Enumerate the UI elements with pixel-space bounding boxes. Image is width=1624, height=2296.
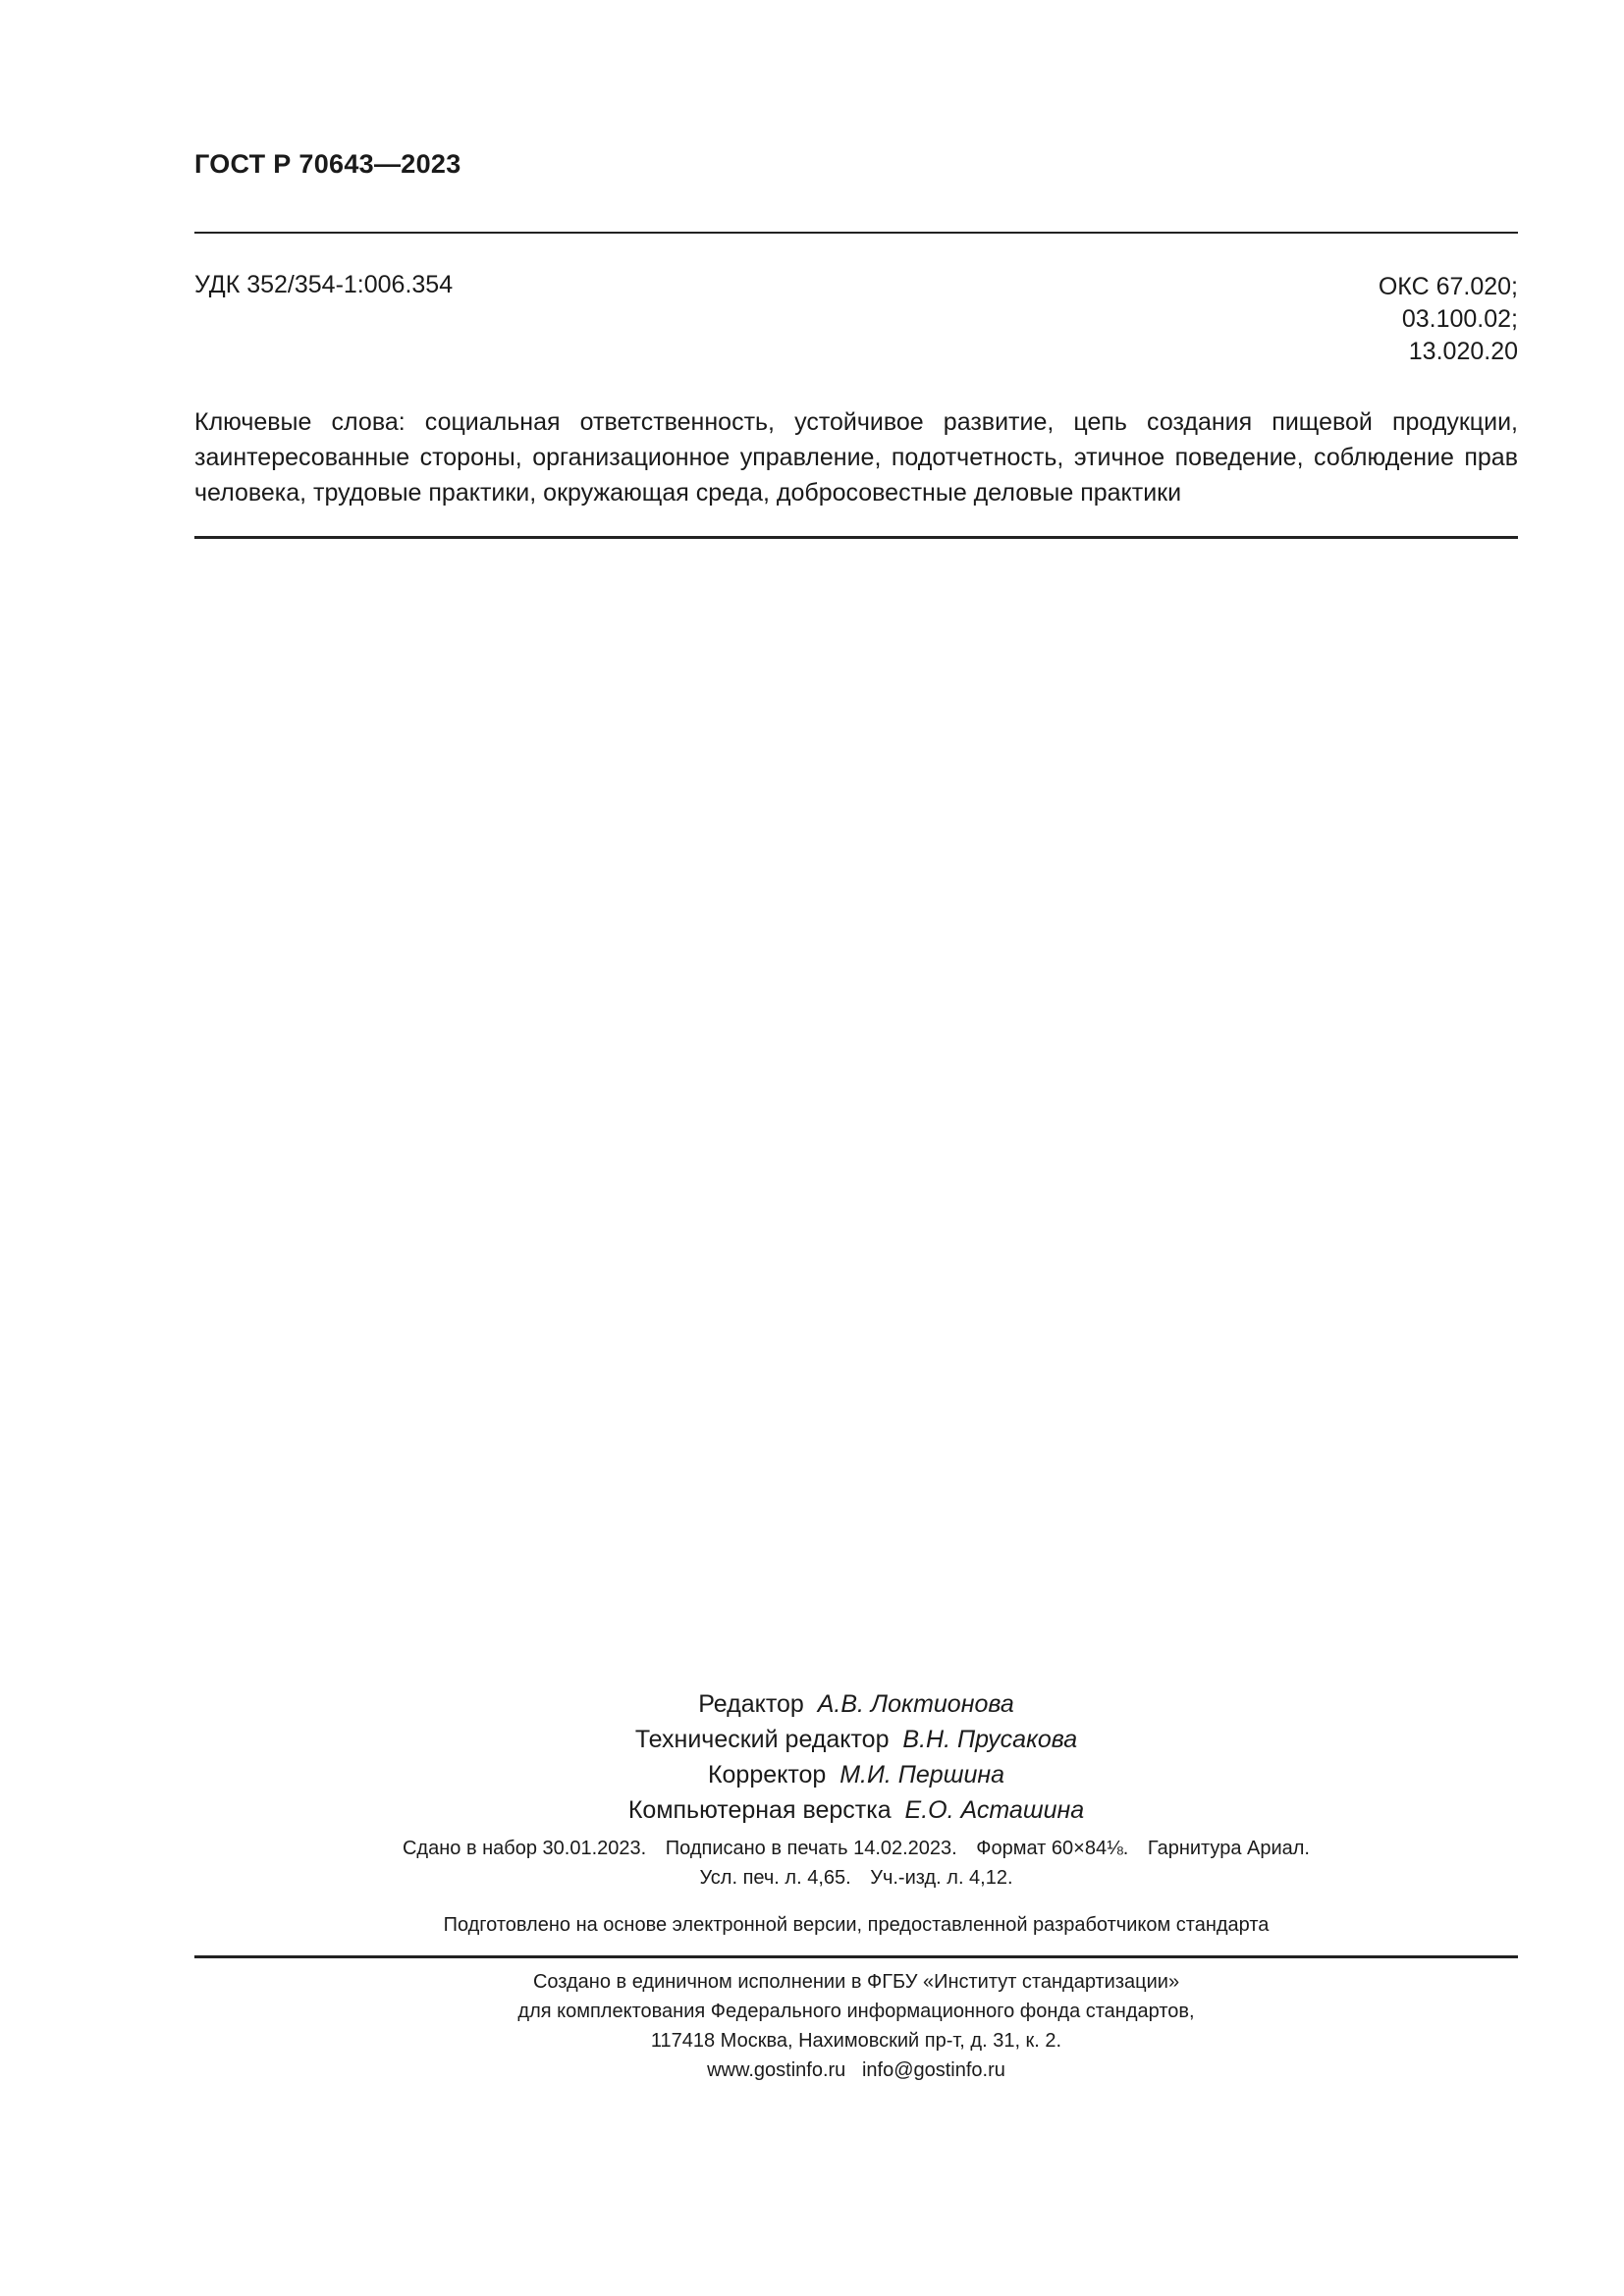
udk-code: УДК 352/354-1:006.354: [194, 271, 454, 298]
oks-line: 13.020.20: [1408, 338, 1518, 365]
publisher-sheets: Уч.-изд. л. 4,12.: [870, 1867, 1013, 1889]
oks-line: ОКС 67.020;: [1378, 273, 1518, 300]
credit-name: В.Н. Прусакова: [902, 1726, 1078, 1753]
credit-role: Редактор: [698, 1690, 804, 1718]
credit-role: Компьютерная верстка: [627, 1796, 892, 1824]
typeface: Гарнитура Ариал.: [1147, 1838, 1310, 1859]
oks-line: 03.100.02;: [1401, 305, 1518, 333]
footer-divider: [194, 1955, 1518, 1958]
signed-date: Подписано в печать 14.02.2023.: [665, 1838, 957, 1859]
keywords-divider: [194, 536, 1518, 539]
top-divider: [194, 232, 1518, 234]
footer-contacts: [194, 2056, 1518, 2085]
print-info-line: [194, 1863, 1518, 1893]
credit-role: Технический редактор: [634, 1726, 890, 1753]
keywords-paragraph: Ключевые слова: социальная ответственность, устойчивое развитие, цепь создания пищевой продукции, заинтересованные стороны, организационное управление, подотчетность, этичное поведение, соблюдение прав человека, трудовые практики, окружающая среда, добросовестные деловые практики: [194, 408, 1518, 507]
footer-line: 117418 Москва, Нахимовский пр-т, д. 31, к. 2.: [650, 2030, 1062, 2052]
email-link[interactable]: info@gostinfo.ru: [861, 2059, 1005, 2081]
credit-line: [194, 1757, 1518, 1792]
print-sheets: Усл. печ. л. 4,65.: [699, 1867, 851, 1889]
credit-name: М.И. Першина: [839, 1761, 1005, 1789]
submitted-date: Сдано в набор 30.01.2023.: [402, 1838, 647, 1859]
credit-role: Корректор: [707, 1761, 827, 1789]
footer-line: для комплектования Федерального информационного фонда стандартов,: [517, 2001, 1195, 2022]
credit-name: А.В. Локтионова: [817, 1690, 1014, 1718]
document-code: ГОСТ Р 70643—2023: [194, 149, 461, 179]
footer-line: Создано в единичном исполнении в ФГБУ «Институт стандартизации»: [532, 1971, 1180, 1993]
credit-line: [194, 1722, 1518, 1757]
prepared-note: Подготовлено на основе электронной версии, предоставленной разработчиком стандарта: [443, 1914, 1270, 1936]
publisher-footer: [194, 1967, 1518, 2085]
paper-format: Формат 60×84⅛.: [976, 1838, 1129, 1859]
credits-block: [194, 1686, 1518, 1828]
credit-name: Е.О. Асташина: [904, 1796, 1085, 1824]
credit-line: [194, 1792, 1518, 1828]
credit-line: [194, 1686, 1518, 1722]
print-info: [194, 1834, 1518, 1893]
oks-codes: [1379, 271, 1518, 368]
website-link[interactable]: www.gostinfo.ru: [707, 2059, 846, 2081]
print-info-line: [194, 1834, 1518, 1863]
